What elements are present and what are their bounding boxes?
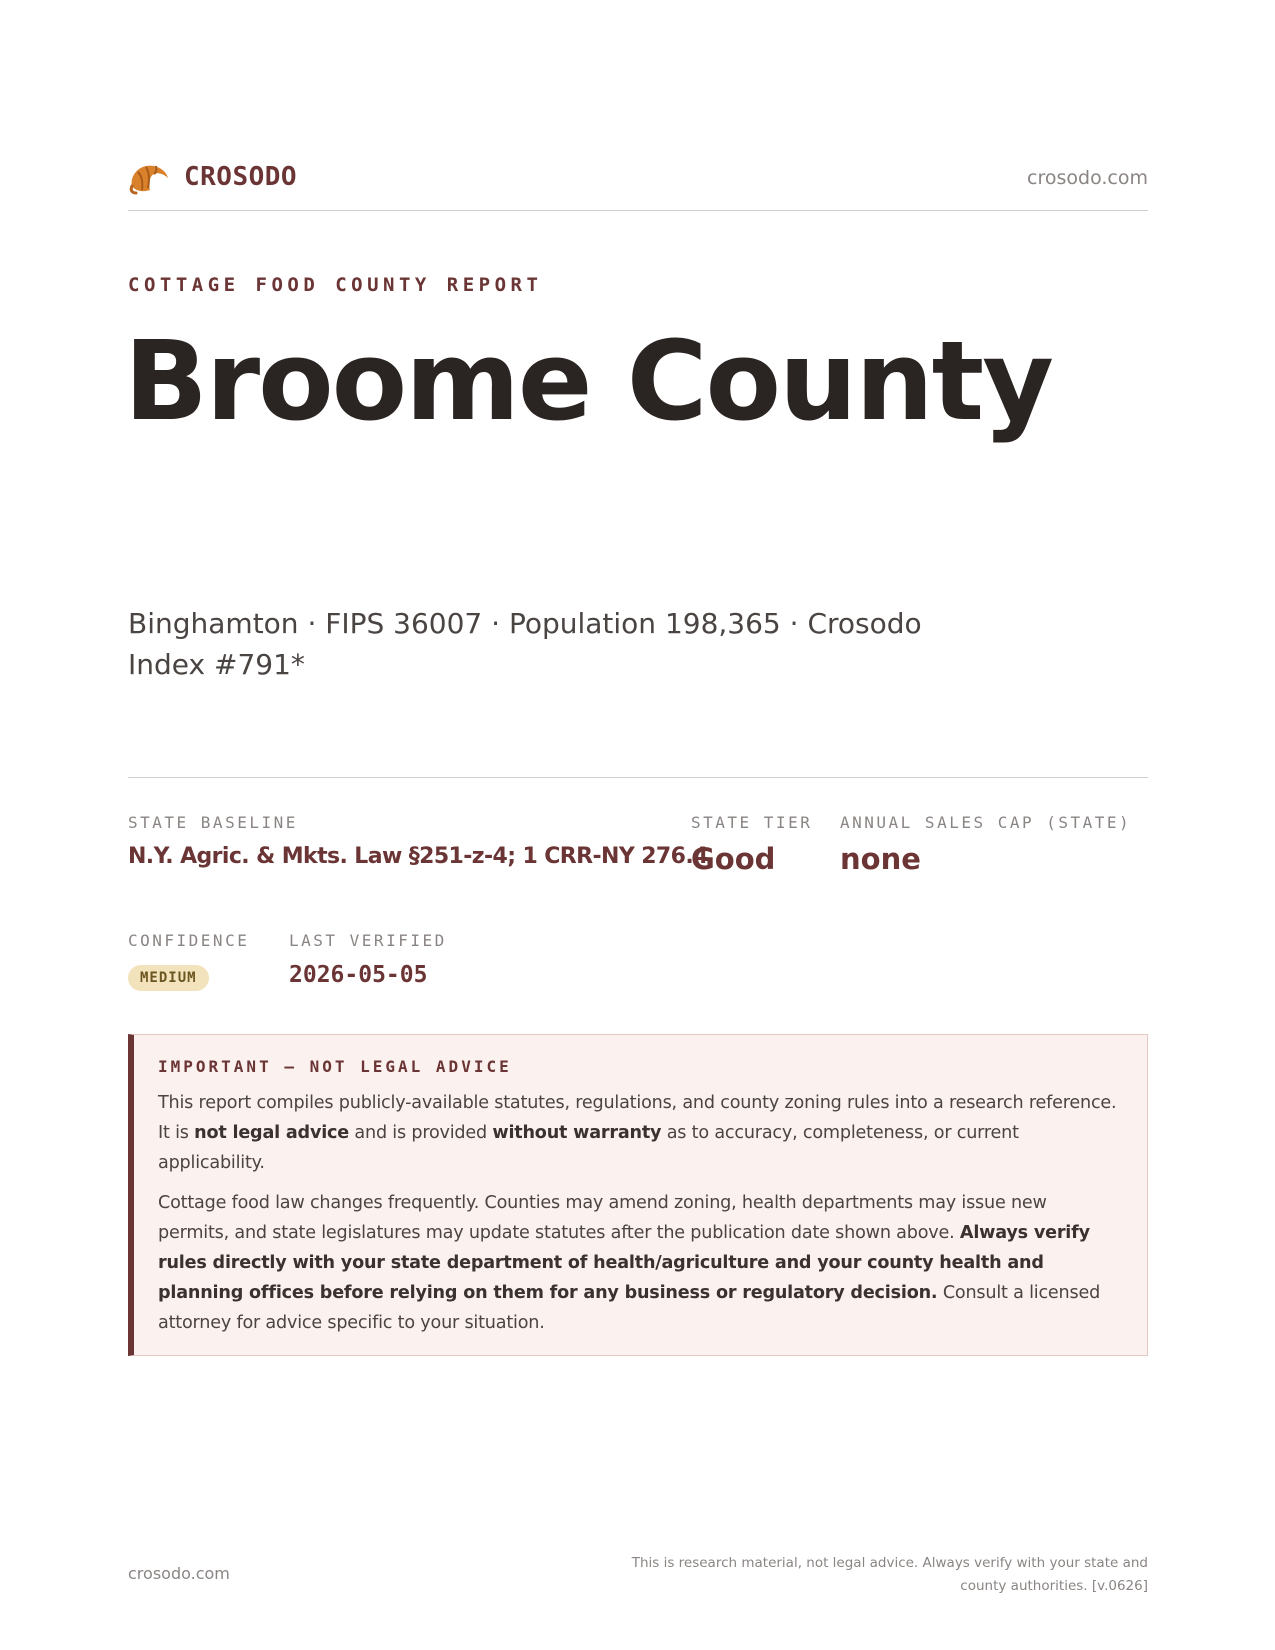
state-baseline-value: N.Y. Agric. & Mkts. Law §251-z-4; 1 CRR-NY 276.4 (128, 844, 708, 869)
sales-cap-field (840, 813, 1131, 876)
notice-emphasis: not legal advice (194, 1123, 350, 1143)
report-subtitle: Binghamton · FIPS 36007 · Population 198,365 · Crosodo Index #791* (128, 607, 922, 681)
notice-text: Consult a licensed attorney for advice specific to your situation. (158, 1283, 1101, 1333)
confidence-badge: MEDIUM (128, 965, 209, 991)
section-divider (128, 777, 1148, 778)
sales-cap-value: none (840, 842, 921, 876)
brand-header (128, 158, 1148, 202)
notice-text: and is provided (349, 1123, 493, 1143)
page-title: Broome County (124, 317, 1052, 445)
notice-text: Cottage food law changes frequently. Counties may amend zoning, health departments may issue new permits, and state legislatures may update statutes after the publication date shown above. (158, 1193, 1047, 1243)
state-tier-label: STATE TIER (691, 813, 813, 832)
notice-text: as to accuracy, completeness, or current applicability. (158, 1123, 1019, 1173)
footer-disclaimer: This is research material, not legal advice. Always verify with your state and county authorities. [v.0626] (631, 1555, 1148, 1594)
notice-emphasis: Always verify rules directly with your state department of health/agriculture and your county health and planning offices before relying on them for any business or regulatory decision. (158, 1223, 1090, 1303)
state-tier-value: Good (691, 842, 776, 876)
last-verified-value: 2026-05-05 (289, 962, 428, 988)
state-baseline-label: STATE BASELINE (128, 813, 298, 832)
confidence-field (128, 931, 249, 991)
croissant-icon (128, 160, 170, 196)
report-page (124, 0, 1148, 1650)
notice-paragraph-1 (158, 1088, 1123, 1178)
brand-name: CROSODO (184, 162, 298, 192)
header-divider (128, 210, 1148, 211)
last-verified-field (289, 931, 447, 988)
confidence-label: CONFIDENCE (128, 931, 250, 950)
footer-url[interactable]: crosodo.com (128, 1564, 230, 1583)
sales-cap-label: ANNUAL SALES CAP (STATE) (840, 813, 1132, 832)
notice-heading: IMPORTANT — NOT LEGAL ADVICE (158, 1057, 512, 1076)
state-tier-field (691, 813, 812, 876)
notice-emphasis: without warranty (492, 1123, 662, 1143)
last-verified-label: LAST VERIFIED (289, 931, 447, 950)
report-eyebrow: COTTAGE FOOD COUNTY REPORT (128, 274, 543, 296)
notice-paragraph-2 (158, 1188, 1123, 1338)
notice-text: This report compiles publicly-available statutes, regulations, and county zoning rules into a research reference. It is (158, 1093, 1117, 1143)
header-url[interactable]: crosodo.com (1027, 167, 1148, 189)
state-baseline-field (128, 813, 708, 869)
legal-notice (128, 1034, 1148, 1356)
